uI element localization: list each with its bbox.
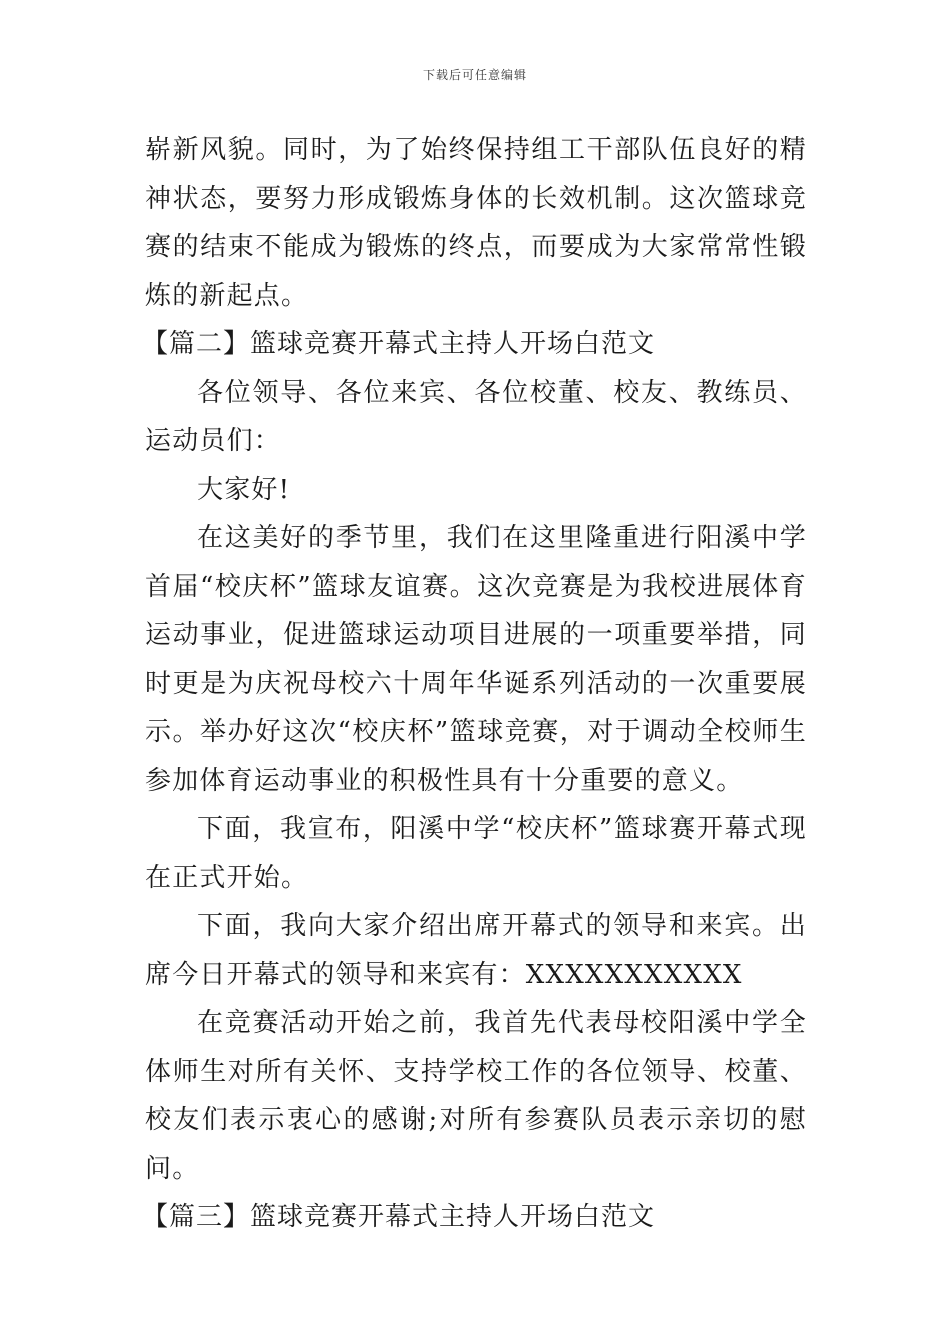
paragraph-continued: 崭新风貌。同时，为了始终保持组工干部队伍良好的精神状态，要努力形成锻炼身体的长效机制。这次篮球竞赛的结束不能成为锻炼的终点，而要成为大家常常性锻炼的新起点。 (145, 135, 807, 311)
paragraph-greeting-audience: 各位领导、各位来宾、各位校董、校友、教练员、运动员们： (145, 377, 807, 456)
paragraph-event-intro: 在这美好的季节里，我们在这里隆重进行阳溪中学首届“校庆杯”篮球友谊赛。这次竞赛是为我校进展体育运动事业，促进篮球运动项目进展的一项重要举措，同时更是为庆祝母校六十周年华诞系列活动的一次重要展示。举办好这次“校庆杯”篮球竞赛，对于调动全校师生参加体育运动事业的积极性具有十分重要的意义。 (145, 523, 807, 796)
paragraph-announce-opening: 下面，我宣布，阳溪中学“校庆杯”篮球赛开幕式现在正式开始。 (145, 814, 807, 893)
paragraph-introduce-guests: 下面，我向大家介绍出席开幕式的领导和来宾。出席今日开幕式的领导和来宾有：XXXXXXXXXXX (145, 911, 807, 990)
paragraph-hello: 大家好! (197, 474, 291, 505)
section-heading-3: 【篇三】篮球竞赛开幕式主持人开场白范文 (142, 1202, 656, 1232)
paragraph-thanks: 在竞赛活动开始之前，我首先代表母校阳溪中学全体师生对所有关怀、支持学校工作的各位领导、校董、校友们表示衷心的感谢;对所有参赛队员表示亲切的慰问。 (145, 1008, 807, 1184)
page-header: 下载后可任意编辑 (422, 68, 527, 82)
document-body (142, 126, 807, 1242)
section-heading-2: 【篇二】篮球竞赛开幕式主持人开场白范文 (142, 329, 656, 359)
